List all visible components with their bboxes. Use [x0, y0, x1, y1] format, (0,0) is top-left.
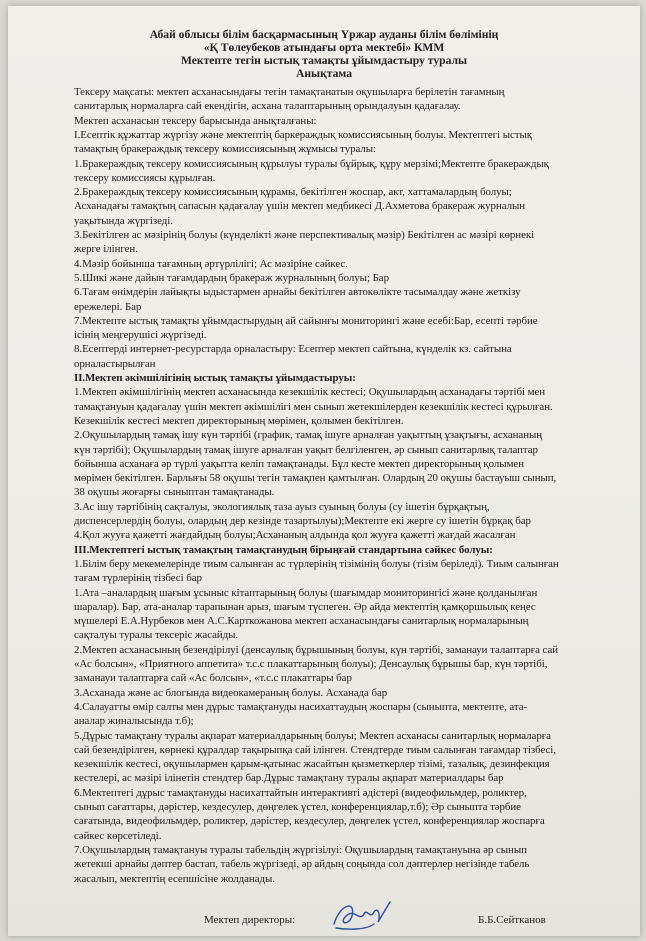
text-line: жетекші арнайы дәптер бастап, табель жүргізеді, әр айдың соңында сол дәптерлер негізінде табель: [74, 858, 530, 871]
header-line-2: «Қ Төлеубеков атындағы орта мектебі» КММ: [203, 41, 445, 54]
text-line: тамақтың бракераждық тексеру комиссиясының жұмысы туралы:: [74, 143, 376, 156]
text-line: 4.Салауатты өмір салты мен дұрыс тамақтануды насихаттаудың жоспары (сыныпта, мектепте, ата-: [74, 700, 528, 713]
text-line: Кезекшілік кестесі мектеп директорының мөрімен, қолымен бекітілген.: [74, 414, 404, 427]
text-line: 6.Мектептегі дұрыс тамақтануды насихаттайтын интерактивті әдістері (видеофильмдер, роликтер,: [74, 786, 527, 799]
signature-image: [326, 894, 396, 936]
text-line: 5.Шикі және дайын тағамдардың бракераж журналының болуы; Бар: [74, 271, 389, 284]
text-line: 7.Оқушылардың тамақтануы туралы табельдің жүргізілуі: Оқушылардың тамақтануына әр сынып: [74, 843, 527, 856]
text-line: тағам түрлерінің тізбесі бар: [74, 572, 202, 585]
text-line: 8.Есептерді интернет-ресурстарда орналастыру: Есептер мектеп сайтына, күнделік кз. сайтына: [74, 343, 512, 356]
text-line: кестелері, ас мәзірі ілінетін стендтер бар.Дұрыс тамақтану туралы ақпарат материалдары бар: [74, 772, 504, 785]
text-line: ережелері. Бар: [74, 300, 142, 313]
text-line: 2.Мектеп асханасының безендірілуі (денсаулық бұрышының болуы, күн тәртібі, заманауи талаптарға сай: [74, 643, 559, 656]
text-line: тексеру комиссиясы құрылған.: [74, 171, 216, 184]
text-line: 3.Бекітілген ас мәзірінің болуы (күнделікті және перспективалық мәзір) Бекітілген ас мәзірі көрнекі: [74, 229, 535, 241]
text-line: диспенсерлердің болуы, олардың дер кезінде тазартылуы);Мектепте екі жерге су ішетін бұрқақ бар: [74, 515, 531, 527]
header-line-4: Анықтама: [295, 67, 353, 80]
document-page: [8, 6, 640, 936]
text-line: Тексеру мақсаты: мектеп асханасындағы тегін тамақтанатын оқушыларға берілетін тағамның: [74, 86, 505, 98]
text-line: 1.Білім беру мекемелерінде тиым салынған ас түрлерінің тізімінің болуы (тізім беріледі). Тиым салынған: [74, 557, 559, 570]
text-line: күн тәртібі); Оқушылардың тамақ ішуге арналған уақыт белгіленген, әр сынып санитарлық талаптар: [74, 443, 538, 456]
text-line: 3.Ас ішу тәртібінің сақталуы, экологиялық таза ауыз суының болуы (су ішетін бұрқақтың,: [74, 500, 490, 513]
text-line: тамақтануын қадағалау үшін мектеп әкімшілігі мен сынып жетекшілерден кезекшілік кестесі құрылған.: [74, 400, 553, 413]
text-line: 3.Асханада және ас блогында видеокамераның болуы. Асханада бар: [74, 686, 388, 699]
text-line: 2.Бракераждық тексеру комиссиясының құрамы, бекітілген жоспар, акт, хаттамалардың болуы;: [74, 186, 512, 199]
text-line: 4.Мәзір бойынша тағамның әртүрлілігі; Ас мәзіріне сәйкес.: [74, 257, 348, 270]
text-line: аналар жиналысында т.б);: [74, 715, 194, 728]
text-line: ісінің меңгерушісі жүргізеді.: [74, 329, 207, 342]
text-line: уақытында жүргізеді.: [74, 214, 173, 227]
text-line: «Ас болсын», «Приятного аппетита» т.с.с плакаттарының болуы); Денсаулық бұрышы бар, күн тәртібі,: [74, 658, 548, 670]
text-line: Асханадағы тамақтың сапасын қадағалау үшін мектеп медбикесі Д.Ахметова бракераж журналын: [74, 200, 526, 213]
text-line: 6.Тағам өнімдерін лайықты ыдыстармен арнайы бекітілген автокөлікте тасымалдау және жеткізу: [74, 286, 521, 299]
text-line: кезекшілік кестесі, оқушылармен қарым-қатынас жасайтын қызметкерлер тізімі, тазалық, дезинфекция: [74, 758, 550, 771]
text-line: заманауи талаптарға сай «Ас болсын», «т.с.с плакаттары бар: [74, 672, 352, 685]
text-line: бойынша асханаға әр түрлі уақытта келіп тамақтанады. Бұл кесте мектеп директорының қолымен: [74, 457, 524, 470]
text-line: ІІІ.Мектептегі ыстық тамақтың тамақтанудың бірыңғай стандартына сәйкес болуы:: [74, 543, 493, 556]
text-line: 5.Дұрыс тамақтану туралы ақпарат материалдарының болуы; Мектеп асханасы санитарлық нормаларға: [74, 729, 551, 742]
text-line: І.Есептік құжаттар жүргізу және мектептің баркераждық комиссиясының болуы. Мектептегі ыстық: [74, 128, 533, 141]
text-line: 1.Ата –аналардың шағым ұсыныс кітаптарының болуы (шағымдар мониторингісі және қолданылған: [74, 586, 538, 599]
text-line: сынып сағаттары, дәрістер, кездесулер, дөңгелек үстел, конференциялар,т.б); Әр сыныпта тәрбие: [74, 801, 521, 813]
header-line-3: Мектепте тегін ыстық тамақты ұйымдастыру туралы: [180, 54, 468, 67]
text-line: жасалып, мектептің есепшісіне жолданады.: [74, 872, 275, 885]
text-line: жерге ілінген.: [74, 243, 138, 256]
text-line: 1.Бракераждық тексеру комиссиясының құрылуы туралы бұйрық, құру мерзімі;Мектепте бракераждық: [74, 157, 549, 170]
text-line: Мектеп асханасын тексеру барысында анықталғаны:: [74, 114, 317, 127]
text-line: 7.Мектепте ыстық тамақты ұйымдастырудың ай сайынғы мониторингі және есебі:Бар, есепті тәрбие: [74, 314, 538, 327]
signature-label: Мектеп директоры:: [204, 914, 296, 926]
text-line: 4.Қол жууға қажетті жағдайдың болуы;Асхананың алдында қол жууға қажетті жағдай жасалған: [74, 529, 516, 542]
text-line: сәйкес көрсетіледі.: [74, 829, 162, 842]
text-line: санитарлық нормаларға сай екендігін, асхана талаптарының орындалуын қадағалау.: [74, 100, 461, 113]
text-line: 2.Оқушылардың тамақ ішу күн тәртібі (график, тамақ ішуге арналған уақыттың ұзақтығы, асхананың: [74, 429, 543, 442]
text-line: сай безендірілген, көрнекі құралдар тақырыпқа сай ілінген. Стендтерде тиым салынған тағамдар тізбесі,: [74, 743, 556, 756]
text-line: 1.Мектеп әкімшілігінің мектеп асханасында кезекшілік кестесі; Оқушылардың асханадағы тәртібі мен: [74, 386, 546, 399]
text-line: сағатында, видеофильмдер, роликтер, дәрістер, кездесулер, дөңгелек үстел, конференциялар жоспарға: [74, 815, 545, 828]
text-line: шаралар). Бар, ата-аналар тарапынан арыз, шағым түспеген. Әр айда мектептің қамқоршылық кеңес: [74, 600, 536, 613]
text-line: 38 оқушы жоғарғы сыныптан тамақтанады.: [74, 486, 275, 499]
text-line: ІІ.Мектеп әкімшілігінің ыстық тамақты ұйымдастыруы:: [74, 372, 356, 384]
text-line: мүшелері Е.А.Нурбеков мен А.С.Карткожанова мектеп асханасындағы санитарлық нормаларының: [74, 615, 529, 628]
signature-name: Б.Б.Сейтканов: [478, 914, 546, 926]
text-line: мөрімен бекітілген. Барлығы 58 оқушы тегін тамақпен қамтылған. Олардың 20 оқушы бастауыш сынып,: [74, 472, 557, 485]
text-line: орналастырылған: [74, 357, 156, 370]
text-line: сақталуы туралы тексеріс жасайды.: [74, 629, 239, 642]
header-line-1: Абай облысы білім басқармасының Үржар ауданы білім бөлімінің: [149, 28, 499, 41]
